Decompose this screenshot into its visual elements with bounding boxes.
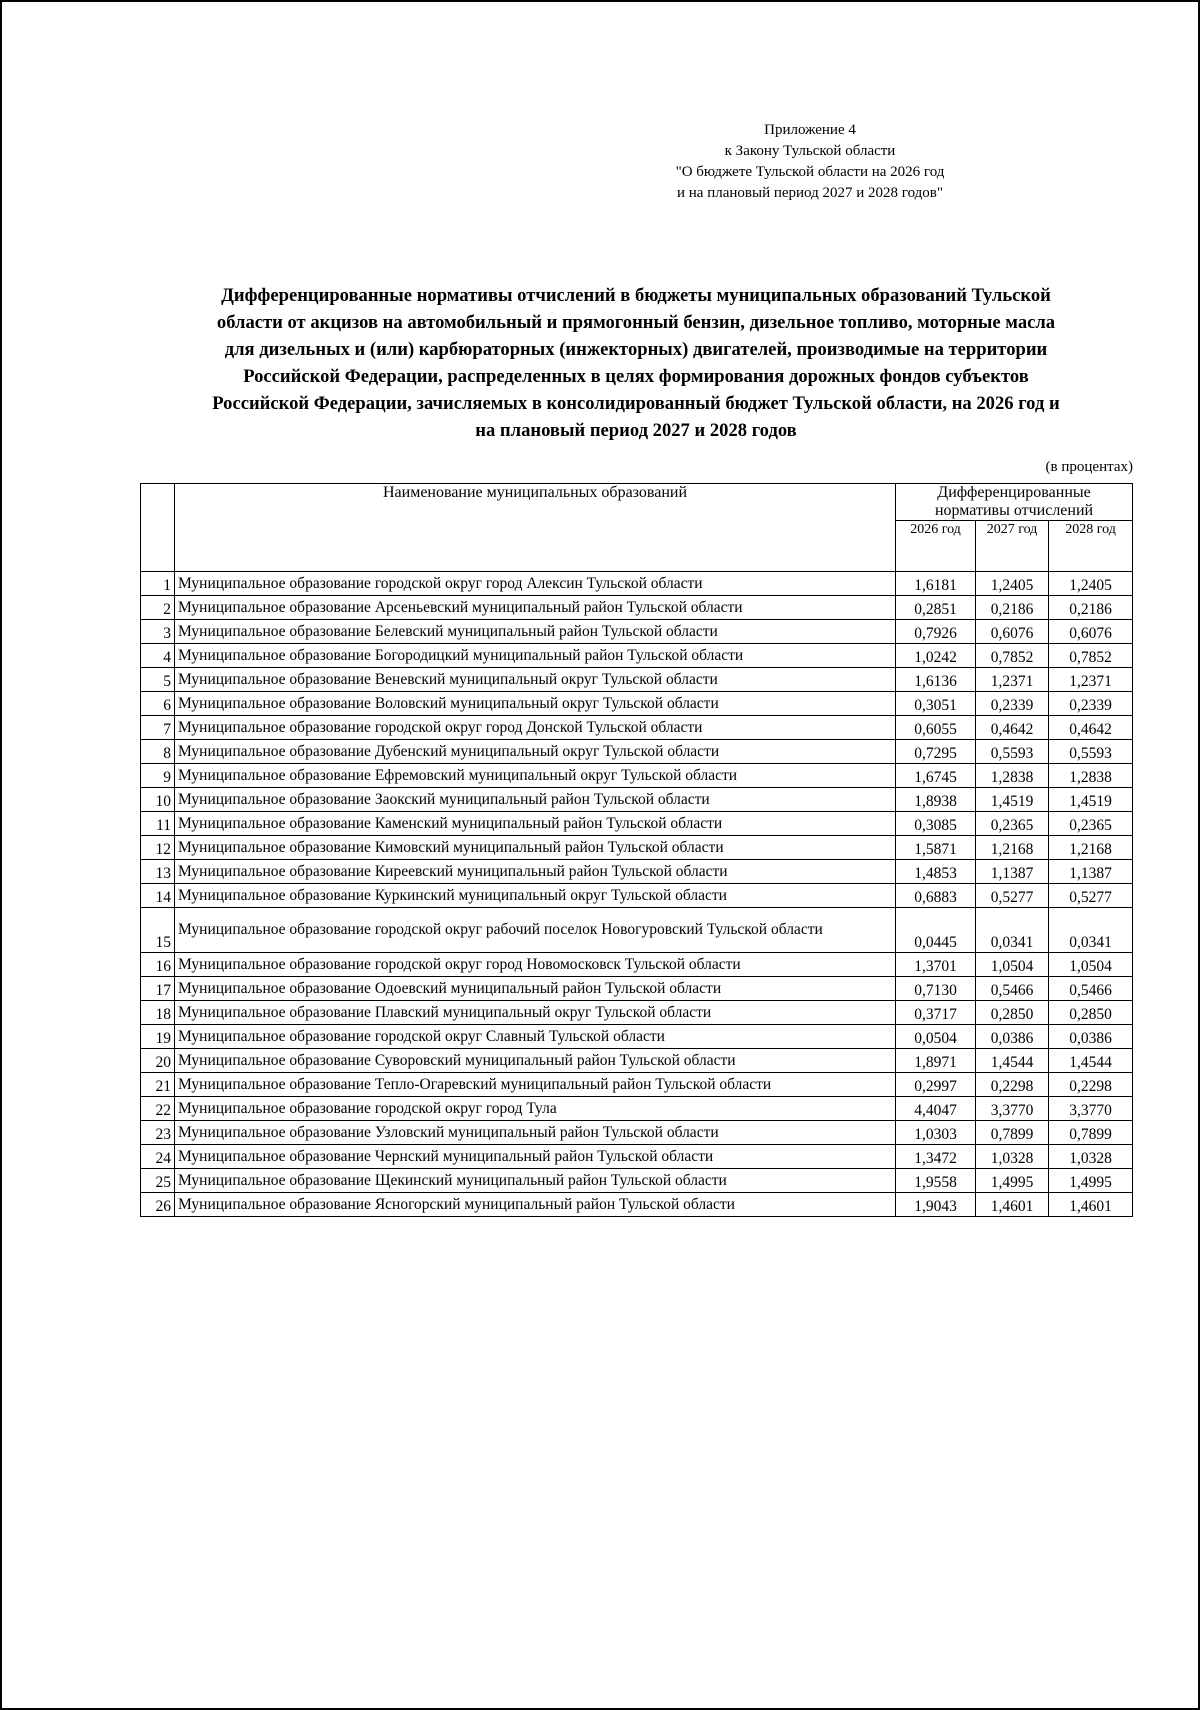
row-value-2028: 0,5593	[1049, 740, 1133, 764]
row-value-2028: 1,2838	[1049, 764, 1133, 788]
row-value-2027: 0,6076	[976, 620, 1049, 644]
row-name: Муниципальное образование Киреевский муниципальный район Тульской области	[175, 860, 896, 884]
appendix-header	[560, 120, 1060, 204]
row-number: 22	[141, 1097, 175, 1121]
table-row	[141, 716, 1133, 740]
header-num-cell	[141, 484, 175, 572]
row-value-2028: 1,2168	[1049, 836, 1133, 860]
table-row	[141, 953, 1133, 977]
row-value-2026: 0,2851	[896, 596, 976, 620]
row-name: Муниципальное образование Арсеньевский муниципальный район Тульской области	[175, 596, 896, 620]
row-value-2028: 1,0328	[1049, 1145, 1133, 1169]
row-value-2026: 0,0504	[896, 1025, 976, 1049]
row-value-2028: 0,5466	[1049, 977, 1133, 1001]
table-row	[141, 1025, 1133, 1049]
row-number: 5	[141, 668, 175, 692]
row-value-2027: 0,0386	[976, 1025, 1049, 1049]
row-number: 15	[141, 908, 175, 953]
row-number: 13	[141, 860, 175, 884]
row-value-2028: 0,2339	[1049, 692, 1133, 716]
table-row	[141, 620, 1133, 644]
document-title	[130, 282, 1142, 444]
row-value-2028: 0,2186	[1049, 596, 1133, 620]
row-value-2027: 0,2850	[976, 1001, 1049, 1025]
row-value-2027: 0,2298	[976, 1073, 1049, 1097]
row-value-2026: 0,6883	[896, 884, 976, 908]
table-row	[141, 884, 1133, 908]
row-value-2027: 1,2371	[976, 668, 1049, 692]
table-row	[141, 1097, 1133, 1121]
row-value-2026: 1,0242	[896, 644, 976, 668]
row-name: Муниципальное образование Чернский муниципальный район Тульской области	[175, 1145, 896, 1169]
table-row	[141, 596, 1133, 620]
row-number: 9	[141, 764, 175, 788]
row-name: Муниципальное образование Кимовский муниципальный район Тульской области	[175, 836, 896, 860]
row-name: Муниципальное образование Богородицкий муниципальный район Тульской области	[175, 644, 896, 668]
row-value-2028: 0,0386	[1049, 1025, 1133, 1049]
row-value-2026: 1,8938	[896, 788, 976, 812]
row-value-2026: 1,6745	[896, 764, 976, 788]
row-number: 20	[141, 1049, 175, 1073]
table-row	[141, 668, 1133, 692]
row-number: 1	[141, 572, 175, 596]
row-value-2027: 0,5593	[976, 740, 1049, 764]
table-row	[141, 860, 1133, 884]
row-value-2026: 1,9043	[896, 1193, 976, 1217]
row-number: 7	[141, 716, 175, 740]
row-value-2028: 0,5277	[1049, 884, 1133, 908]
row-name: Муниципальное образование Веневский муниципальный округ Тульской области	[175, 668, 896, 692]
appendix-line: "О бюджете Тульской области на 2026 год	[675, 164, 945, 180]
table-row	[141, 908, 1133, 953]
row-number: 6	[141, 692, 175, 716]
row-name: Муниципальное образование Воловский муниципальный округ Тульской области	[175, 692, 896, 716]
row-value-2028: 1,1387	[1049, 860, 1133, 884]
row-value-2026: 1,3472	[896, 1145, 976, 1169]
title-line: на плановый период 2027 и 2028 годов	[475, 420, 797, 441]
row-number: 12	[141, 836, 175, 860]
table-row	[141, 812, 1133, 836]
row-name: Муниципальное образование Тепло-Огаревский муниципальный район Тульской области	[175, 1073, 896, 1097]
title-line: Российской Федерации, зачисляемых в консолидированный бюджет Тульской области, на 2026 год и	[212, 393, 1060, 414]
header-year-2026: 2026 год	[896, 521, 976, 572]
row-value-2027: 0,0341	[976, 908, 1049, 953]
row-name: Муниципальное образование Белевский муниципальный район Тульской области	[175, 620, 896, 644]
row-value-2027: 0,4642	[976, 716, 1049, 740]
appendix-line: и на плановый период 2027 и 2028 годов"	[677, 185, 943, 201]
table-row	[141, 1001, 1133, 1025]
row-number: 25	[141, 1169, 175, 1193]
row-value-2027: 3,3770	[976, 1097, 1049, 1121]
row-value-2026: 1,4853	[896, 860, 976, 884]
table-row	[141, 692, 1133, 716]
row-number: 8	[141, 740, 175, 764]
row-value-2026: 1,0303	[896, 1121, 976, 1145]
row-number: 17	[141, 977, 175, 1001]
row-name: Муниципальное образование Плавский муниципальный округ Тульской области	[175, 1001, 896, 1025]
row-value-2027: 1,2405	[976, 572, 1049, 596]
row-value-2026: 1,6181	[896, 572, 976, 596]
row-value-2028: 0,0341	[1049, 908, 1133, 953]
row-value-2028: 1,4519	[1049, 788, 1133, 812]
row-value-2027: 1,2168	[976, 836, 1049, 860]
row-value-2028: 1,4995	[1049, 1169, 1133, 1193]
table-row	[141, 1121, 1133, 1145]
row-number: 18	[141, 1001, 175, 1025]
row-value-2027: 0,5277	[976, 884, 1049, 908]
header-norms-group: Дифференцированные нормативы отчислений	[896, 484, 1133, 521]
row-value-2027: 1,4519	[976, 788, 1049, 812]
title-line: Дифференцированные нормативы отчислений в бюджеты муниципальных образований Тульской	[221, 285, 1051, 306]
norms-table	[140, 483, 1133, 1217]
table-row	[141, 1193, 1133, 1217]
row-value-2027: 1,0328	[976, 1145, 1049, 1169]
row-number: 23	[141, 1121, 175, 1145]
appendix-line: к Закону Тульской области	[724, 143, 896, 159]
row-name: Муниципальное образование городской округ город Алексин Тульской области	[175, 572, 896, 596]
row-name: Муниципальное образование городской округ город Новомосковск Тульской области	[175, 953, 896, 977]
table-row	[141, 977, 1133, 1001]
row-name: Муниципальное образование Каменский муниципальный район Тульской области	[175, 812, 896, 836]
row-value-2027: 0,2339	[976, 692, 1049, 716]
row-value-2028: 1,0504	[1049, 953, 1133, 977]
row-number: 26	[141, 1193, 175, 1217]
row-value-2028: 3,3770	[1049, 1097, 1133, 1121]
row-name: Муниципальное образование Узловский муниципальный район Тульской области	[175, 1121, 896, 1145]
table-row	[141, 788, 1133, 812]
row-name: Муниципальное образование Заокский муниципальный район Тульской области	[175, 788, 896, 812]
row-value-2027: 1,2838	[976, 764, 1049, 788]
table-row	[141, 1073, 1133, 1097]
table-row	[141, 1049, 1133, 1073]
row-value-2026: 0,2997	[896, 1073, 976, 1097]
row-name: Муниципальное образование Одоевский муниципальный район Тульской области	[175, 977, 896, 1001]
row-value-2027: 0,2365	[976, 812, 1049, 836]
row-number: 3	[141, 620, 175, 644]
row-name: Муниципальное образование Суворовский муниципальный район Тульской области	[175, 1049, 896, 1073]
row-value-2028: 0,2298	[1049, 1073, 1133, 1097]
row-value-2028: 1,2371	[1049, 668, 1133, 692]
row-value-2026: 1,9558	[896, 1169, 976, 1193]
row-value-2027: 0,7852	[976, 644, 1049, 668]
row-value-2026: 1,5871	[896, 836, 976, 860]
row-value-2027: 1,0504	[976, 953, 1049, 977]
row-number: 19	[141, 1025, 175, 1049]
row-number: 24	[141, 1145, 175, 1169]
row-number: 14	[141, 884, 175, 908]
table-row	[141, 740, 1133, 764]
row-number: 2	[141, 596, 175, 620]
table-row	[141, 1169, 1133, 1193]
row-value-2026: 0,7926	[896, 620, 976, 644]
row-value-2026: 4,4047	[896, 1097, 976, 1121]
header-year-2027: 2027 год	[976, 521, 1049, 572]
appendix-line: Приложение 4	[764, 122, 856, 138]
row-value-2026: 0,3717	[896, 1001, 976, 1025]
units-note: (в процентах)	[1045, 459, 1133, 475]
row-name: Муниципальное образование городской округ город Тула	[175, 1097, 896, 1121]
row-name: Муниципальное образование городской округ город Донской Тульской области	[175, 716, 896, 740]
row-value-2026: 1,6136	[896, 668, 976, 692]
row-number: 10	[141, 788, 175, 812]
header-year-2028: 2028 год	[1049, 521, 1133, 572]
row-value-2027: 0,7899	[976, 1121, 1049, 1145]
row-value-2026: 0,0445	[896, 908, 976, 953]
row-name: Муниципальное образование городской округ Славный Тульской области	[175, 1025, 896, 1049]
table-body	[141, 572, 1133, 1217]
row-value-2027: 1,4601	[976, 1193, 1049, 1217]
row-value-2028: 0,2850	[1049, 1001, 1133, 1025]
row-value-2026: 1,3701	[896, 953, 976, 977]
table-row	[141, 572, 1133, 596]
row-value-2028: 0,2365	[1049, 812, 1133, 836]
row-number: 11	[141, 812, 175, 836]
table-row	[141, 644, 1133, 668]
row-number: 21	[141, 1073, 175, 1097]
row-value-2028: 0,7852	[1049, 644, 1133, 668]
row-value-2027: 1,4995	[976, 1169, 1049, 1193]
row-value-2026: 0,6055	[896, 716, 976, 740]
row-value-2026: 0,7295	[896, 740, 976, 764]
title-line: области от акцизов на автомобильный и прямогонный бензин, дизельное топливо, моторные масла	[216, 312, 1056, 333]
row-name: Муниципальное образование Ефремовский муниципальный округ Тульской области	[175, 764, 896, 788]
row-value-2026: 1,8971	[896, 1049, 976, 1073]
row-number: 16	[141, 953, 175, 977]
table-row	[141, 1145, 1133, 1169]
table-row	[141, 764, 1133, 788]
row-name: Муниципальное образование Дубенский муниципальный округ Тульской области	[175, 740, 896, 764]
row-name: Муниципальное образование Ясногорский муниципальный район Тульской области	[175, 1193, 896, 1217]
row-number: 4	[141, 644, 175, 668]
row-name: Муниципальное образование Куркинский муниципальный округ Тульской области	[175, 884, 896, 908]
row-value-2028: 0,6076	[1049, 620, 1133, 644]
row-value-2027: 0,2186	[976, 596, 1049, 620]
row-value-2028: 1,4544	[1049, 1049, 1133, 1073]
row-value-2027: 1,1387	[976, 860, 1049, 884]
row-value-2026: 0,3051	[896, 692, 976, 716]
table-row	[141, 836, 1133, 860]
row-value-2027: 1,4544	[976, 1049, 1049, 1073]
row-value-2026: 0,3085	[896, 812, 976, 836]
row-value-2028: 0,4642	[1049, 716, 1133, 740]
row-value-2028: 1,4601	[1049, 1193, 1133, 1217]
header-name: Наименование муниципальных образований	[175, 484, 896, 572]
row-value-2028: 0,7899	[1049, 1121, 1133, 1145]
row-value-2028: 1,2405	[1049, 572, 1133, 596]
row-value-2027: 0,5466	[976, 977, 1049, 1001]
title-line: для дизельных и (или) карбюраторных (инжекторных) двигателей, производимые на территории	[224, 339, 1048, 360]
row-name: Муниципальное образование Щекинский муниципальный район Тульской области	[175, 1169, 896, 1193]
title-line: Российской Федерации, распределенных в целях формирования дорожных фондов субъектов	[243, 366, 1029, 387]
row-value-2026: 0,7130	[896, 977, 976, 1001]
row-name: Муниципальное образование городской округ рабочий поселок Новогуровский Тульской области	[175, 908, 896, 953]
